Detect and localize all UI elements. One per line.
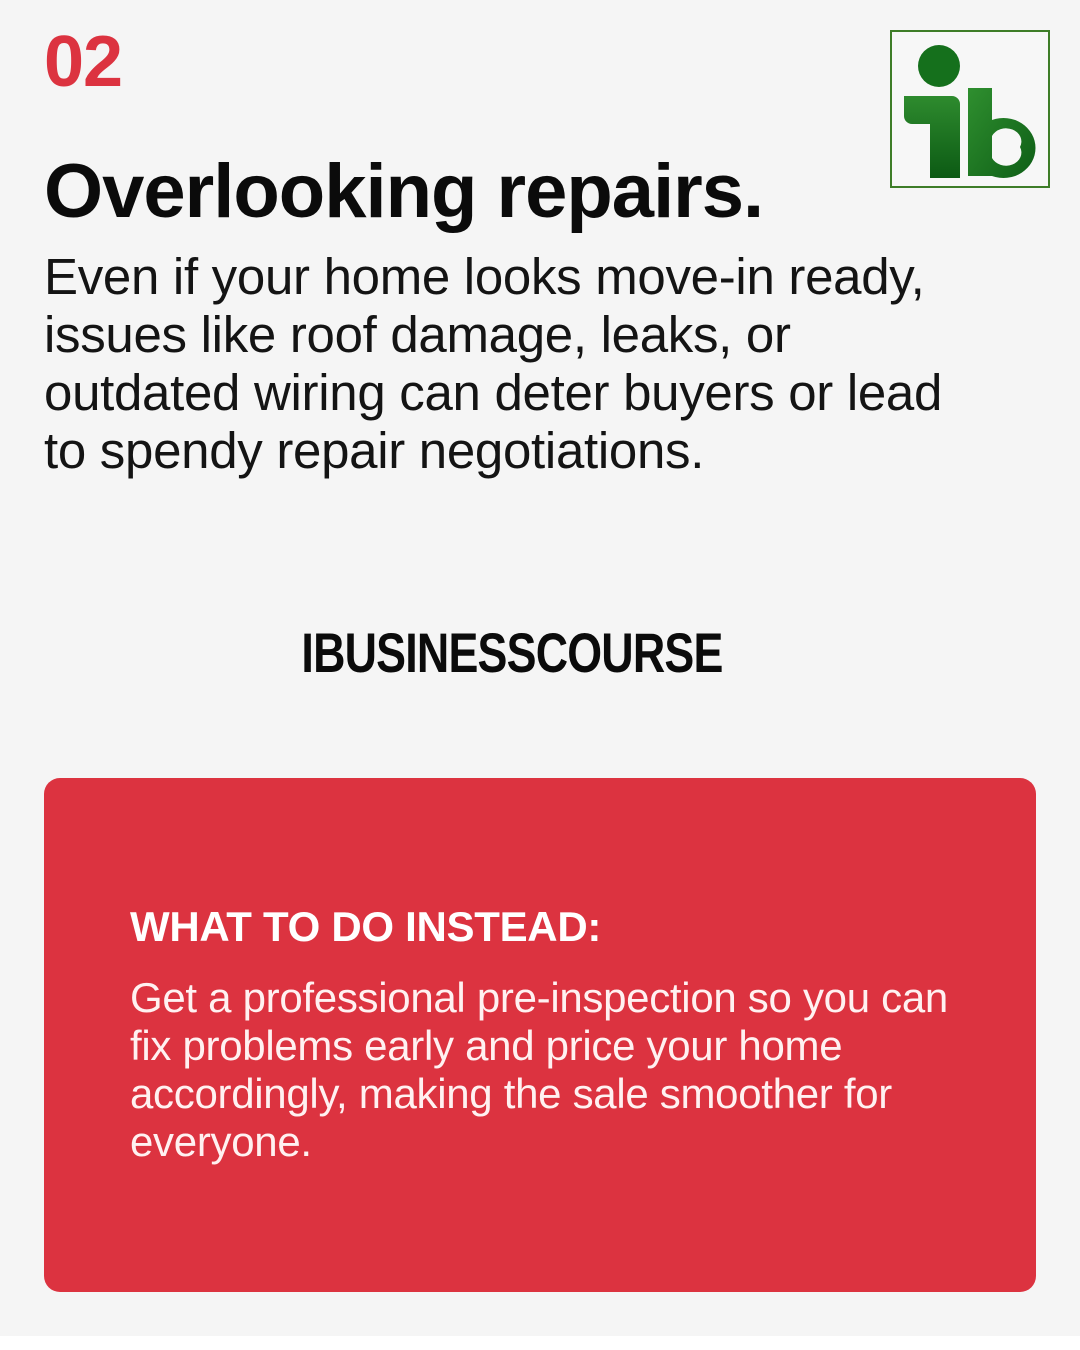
callout-heading: WHAT TO DO INSTEAD: — [130, 903, 602, 950]
bottom-strip — [0, 1336, 1080, 1350]
ib-logo-icon — [892, 32, 1048, 186]
ib-logo-text: ib — [892, 32, 893, 33]
headline: Overlooking repairs. — [44, 149, 764, 234]
callout-body: Get a professional pre-inspection so you can fix problems early and price your home accordingly, making the sale smoother for everyone. — [130, 974, 948, 1165]
brand-name: IBUSINESSCOURSE — [301, 621, 723, 684]
body-text: Even if your home looks move-in ready, issues like roof damage, leaks, or outdated wiring can deter buyers or lead to spendy repair negotiations. — [44, 248, 943, 479]
step-number: 02 — [44, 22, 123, 102]
ib-logo — [890, 30, 1050, 188]
callout-box — [44, 778, 1036, 1292]
